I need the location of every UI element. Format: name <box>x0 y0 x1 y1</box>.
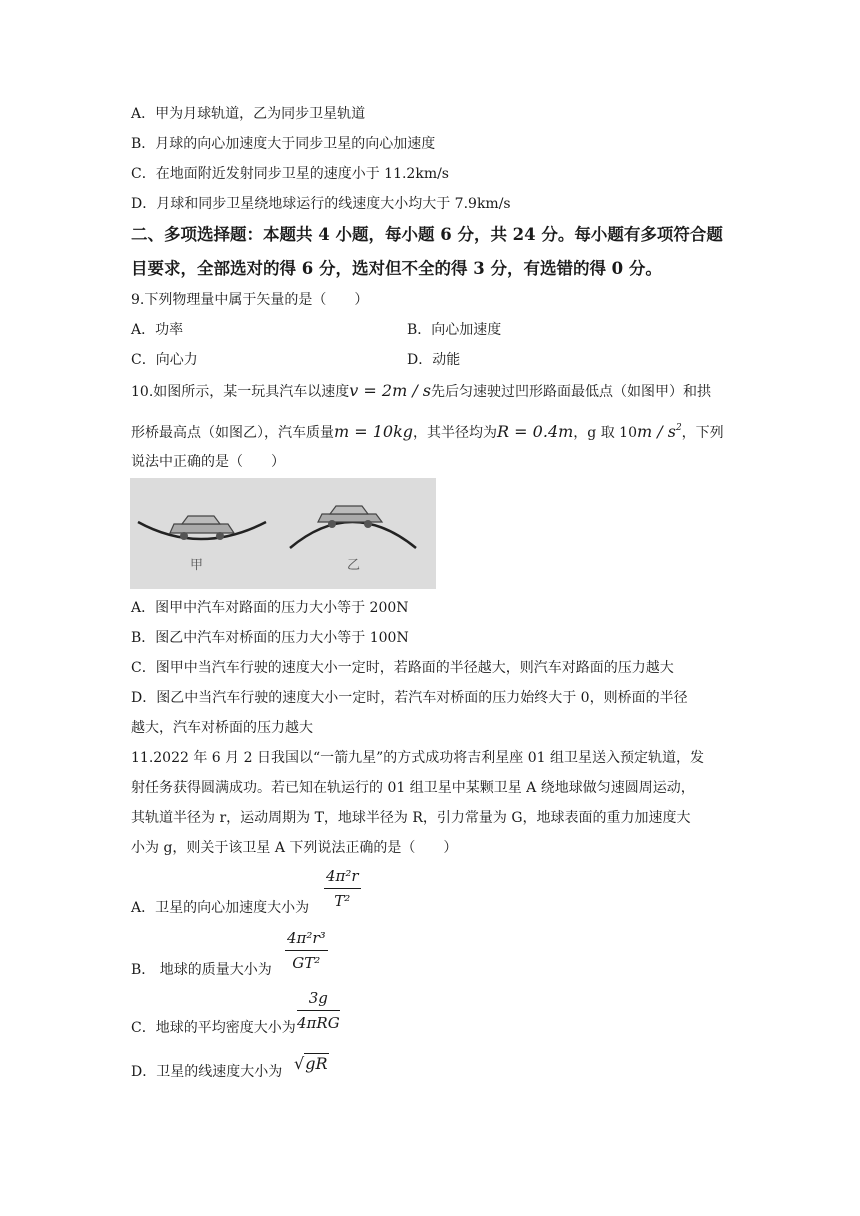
q11-stem-line2: 射任务获得圆满成功。若已知在轨运行的 01 组卫星中某颗卫星 A 绕地球做匀速圆周运动， <box>131 780 695 796</box>
q8-option-d: D．月球和同步卫星绕地球运行的线速度大小均大于 7.9km/s <box>131 196 511 212</box>
figure-label-jia: 甲 <box>190 558 204 573</box>
q9-option-c: C．向心力 <box>131 352 198 368</box>
q8-option-c: C．在地面附近发射同步卫星的速度小于 11.2km/s <box>131 166 449 182</box>
fraction-numerator: 4π²r <box>324 866 361 889</box>
q11-option-a-formula <box>324 866 361 911</box>
q10-radius-formula: R = 0.4m <box>497 422 574 441</box>
q9-option-a: A．功率 <box>131 322 184 338</box>
fraction-denominator: 4πRG <box>297 1014 340 1032</box>
q10-stem-text: ，g 取 10 <box>573 425 637 441</box>
q11-option-b: B． 地球的质量大小为 <box>131 962 272 978</box>
q10-mass-formula: m = 10kg <box>334 422 414 441</box>
q10-option-a: A．图甲中汽车对路面的压力大小等于 200N <box>131 600 409 616</box>
q10-option-b: B．图乙中汽车对桥面的压力大小等于 100N <box>131 630 409 646</box>
fraction-numerator: 3g <box>297 988 340 1011</box>
q10-stem-line2 <box>131 418 724 443</box>
fraction-numerator: 4π²r³ <box>285 928 328 951</box>
q11-option-d-formula: √gR <box>294 1054 328 1073</box>
q11-option-b-formula <box>285 928 328 973</box>
q10-stem-line3: 说法中正确的是（ ） <box>131 454 285 470</box>
q10-stem-line1 <box>131 381 711 402</box>
q9-stem: 9.下列物理量中属于矢量的是（ ） <box>131 292 369 308</box>
fraction-denominator: GT² <box>292 954 321 972</box>
q11-option-c-formula <box>297 988 340 1033</box>
fraction-denominator: T² <box>334 892 351 910</box>
q10-stem-text: ，其半径均为 <box>413 425 498 441</box>
q11-option-c: C．地球的平均密度大小为 <box>131 1020 296 1036</box>
figure-label-yi: 乙 <box>347 558 361 573</box>
section-heading-line1: 二、多项选择题：本题共 4 小题，每小题 6 分，共 24 分。每小题有多项符合题 <box>131 225 723 244</box>
q10-gravity-unit: m / $s^2$ <box>636 422 682 441</box>
q10-figure <box>130 478 436 589</box>
q10-stem-text: 形桥最高点（如图乙），汽车质量 <box>131 425 334 441</box>
sqrt-radicand: gR <box>305 1054 328 1073</box>
q8-option-a: A．甲为月球轨道，乙为同步卫星轨道 <box>131 106 366 122</box>
q10-stem-text: ，下列 <box>681 425 724 441</box>
q11-stem-line3: 其轨道半径为 r，运动周期为 T，地球半径为 R，引力常量为 G，地球表面的重力加速度大 <box>131 810 691 826</box>
q9-option-b: B．向心加速度 <box>407 322 502 338</box>
q8-option-b: B．月球的向心加速度大于同步卫星的向心加速度 <box>131 136 436 152</box>
q9-option-d: D．动能 <box>407 352 461 368</box>
q11-stem-line4: 小为 g，则关于该卫星 A 下列说法正确的是（ ） <box>131 840 458 856</box>
q10-option-d-line2: 越大，汽车对桥面的压力越大 <box>131 720 313 736</box>
unit-text: m / s <box>636 422 676 441</box>
q10-option-c: C．图甲中当汽车行驶的速度大小一定时，若路面的半径越大，则汽车对路面的压力越大 <box>131 660 674 676</box>
q10-stem-text: 10.如图所示，某一玩具汽车以速度 <box>131 384 350 400</box>
q10-velocity-formula: v = 2m / s <box>349 381 432 400</box>
q11-stem-line1: 11.2022 年 6 月 2 日我国以“一箭九星”的方式成功将吉利星座 01 组卫星送入预定轨道，发 <box>131 750 704 766</box>
road-car-illustration <box>130 478 436 589</box>
section-heading-line2: 目要求，全部选对的得 6 分，选对但不全的得 3 分，有选错的得 0 分。 <box>131 259 662 278</box>
q11-option-d: D．卫星的线速度大小为 <box>131 1064 283 1080</box>
q11-option-a: A．卫星的向心加速度大小为 <box>131 900 310 916</box>
q10-option-d-line1: D．图乙中当汽车行驶的速度大小一定时，若汽车对桥面的压力始终大于 0，则桥面的半径 <box>131 690 688 706</box>
q10-stem-text: 先后匀速驶过凹形路面最低点（如图甲）和拱 <box>431 384 712 400</box>
